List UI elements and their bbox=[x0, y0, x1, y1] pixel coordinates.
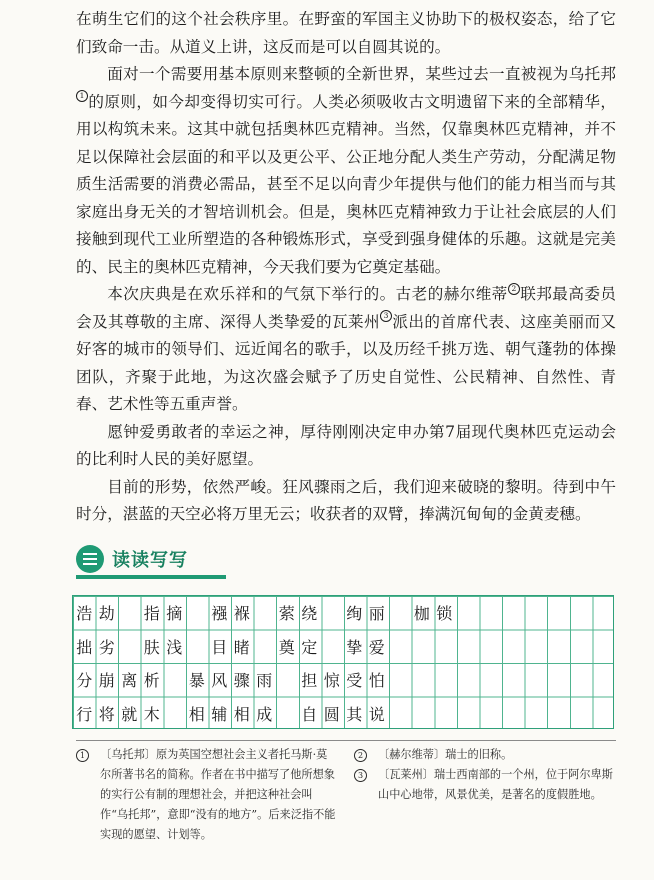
grid-char: 成 bbox=[256, 704, 273, 724]
grid-char: 自 bbox=[301, 704, 318, 724]
grid-char: 其 bbox=[346, 704, 363, 724]
grid-char: 就 bbox=[121, 704, 138, 724]
grid-char: 相 bbox=[233, 704, 250, 724]
grid-char: 目 bbox=[211, 637, 228, 657]
grid-char: 圆 bbox=[323, 704, 340, 724]
grid-char: 行 bbox=[76, 704, 93, 724]
grid-char: 挚 bbox=[346, 637, 363, 657]
grid-char: 怕 bbox=[368, 671, 385, 691]
grid-char: 木 bbox=[143, 704, 160, 724]
footnote-ref-2: 2 bbox=[508, 286, 520, 296]
section-underline bbox=[76, 575, 226, 579]
body-text bbox=[76, 6, 616, 529]
grid-char: 崩 bbox=[98, 671, 115, 691]
section-header bbox=[76, 545, 236, 577]
grid-char: 肤 bbox=[143, 637, 160, 657]
section-title: 读读写写 bbox=[112, 550, 188, 571]
paragraph-1: 在萌生它们的这个社会秩序里。在野蛮的军国主义协助下的极权姿态，给了它们致命一击。从道义上讲，这反而是可以自圆其说的。 bbox=[76, 10, 616, 56]
grid-char: 指 bbox=[143, 604, 160, 624]
paragraph-2: 面对一个需要用基本原则来整顿的全新世界，某些过去一直被视为乌托邦$^1$ 的原则，如今却变得切实可行。人类必须吸收古文明遗留下来的全部精华，用以构筑未来。这其中就包括奥林匹克精神。当然，仅靠奥林匹克精神，并不足以保障社会层面的和平以及更公平、公正地分配人类生产劳动，分配满足物质生活需要的消费必需品，甚至不足以向青少年提供与他们的能力相当而与其家庭出身无关的才智培训机会。但是，奥林匹克精神致力于让社会底层的人们接触到现代工业所塑造的各种锻炼形式，享受到强身健体的乐趣。这就是完美的、民主的奥林匹克精神，今天我们要为它奠定基础。 bbox=[76, 65, 616, 276]
vocabulary-grid bbox=[72, 595, 614, 729]
grid-char: 绕 bbox=[301, 604, 318, 624]
grid-char: 风 bbox=[211, 671, 228, 691]
grid-char: 浅 bbox=[166, 637, 183, 657]
grid-char: 萦 bbox=[278, 604, 295, 624]
grid-char: 析 bbox=[143, 671, 160, 691]
grid-char: 骤 bbox=[233, 671, 250, 691]
grid-char: 锁 bbox=[436, 604, 453, 624]
footnote-ref-3: 3 bbox=[380, 313, 392, 323]
grid-char: 睹 bbox=[233, 637, 250, 657]
grid-char: 分 bbox=[76, 671, 93, 691]
grid-char: 担 bbox=[301, 671, 318, 691]
footnote-1: 1 〔乌托邦〕原为英国空想社会主义者托马斯·莫尔所著书名的简称。作者在书中描写了他所想象的实行公有制的理想社会，并把这种社会叫作“乌托邦”，意即“没有的地方”。后来泛指不能实现的愿望、计划等。 bbox=[76, 745, 338, 845]
grid-char: 受 bbox=[346, 671, 363, 691]
grid-char: 辅 bbox=[211, 704, 228, 724]
footnote-ref-1: 1 bbox=[76, 93, 88, 103]
footnotes-right-column bbox=[354, 745, 616, 805]
grid-char: 枷 bbox=[413, 604, 430, 624]
grid-char: 离 bbox=[121, 671, 138, 691]
grid-char: 劣 bbox=[98, 637, 115, 657]
grid-char: 丽 bbox=[368, 604, 385, 624]
grid-char: 爱 bbox=[368, 637, 385, 657]
grid-char: 惊 bbox=[323, 671, 340, 691]
grid-char: 褓 bbox=[233, 604, 250, 624]
grid-char: 雨 bbox=[256, 671, 273, 691]
grid-char: 定 bbox=[301, 637, 318, 657]
grid-char: 说 bbox=[368, 704, 385, 724]
paragraph-4: 愿钟爱勇敢者的幸运之神，厚待刚刚决定申办第7届现代奥林匹克运动会的比利时人民的美好愿望。 bbox=[76, 422, 616, 468]
grid-char: 将 bbox=[98, 704, 115, 724]
three-bars-icon bbox=[76, 545, 104, 573]
footnotes-left-column bbox=[76, 745, 338, 845]
grid-char: 相 bbox=[188, 704, 205, 724]
footnote-3: 3 〔瓦莱州〕瑞士西南部的一个州，位于阿尔卑斯山中心地带，风景优美，是著名的度假胜地。 bbox=[354, 765, 616, 805]
grid-char: 襁 bbox=[211, 604, 228, 624]
footnote-divider bbox=[76, 740, 616, 741]
grid-char: 奠 bbox=[278, 637, 295, 657]
grid-char: 劫 bbox=[98, 604, 115, 624]
grid-char: 绚 bbox=[346, 604, 363, 624]
grid-char: 摘 bbox=[166, 604, 183, 624]
grid-char: 浩 bbox=[76, 604, 93, 624]
grid-char: 拙 bbox=[76, 637, 93, 657]
footnote-2: 2 〔赫尔维蒂〕瑞士的旧称。 bbox=[354, 745, 616, 765]
paragraph-3: 本次庆典是在欢乐祥和的气氛下举行的。古老的赫尔维蒂 $^2$ 联邦最高委员会及其尊敬的主席、深得人类挚爱的瓦莱州 $^3$ 派出的首席代表、这座美丽而又好客的城市的领导们、远近闻名的歌手，以及历经千挑万选、朝气蓬勃的体操团队，齐聚于此地，为这次盛会赋予了历史自觉性、公民精神、自然性、青春、艺术性等五重声誉。 bbox=[76, 283, 616, 413]
paragraph-5: 目前的形势，依然严峻。狂风骤雨之后，我们迎来破晓的黎明。待到中午时分，湛蓝的天空必将万里无云；收获者的双臂，捧满沉甸甸的金黄麦穗。 bbox=[76, 477, 616, 523]
grid-char: 暴 bbox=[188, 671, 205, 691]
